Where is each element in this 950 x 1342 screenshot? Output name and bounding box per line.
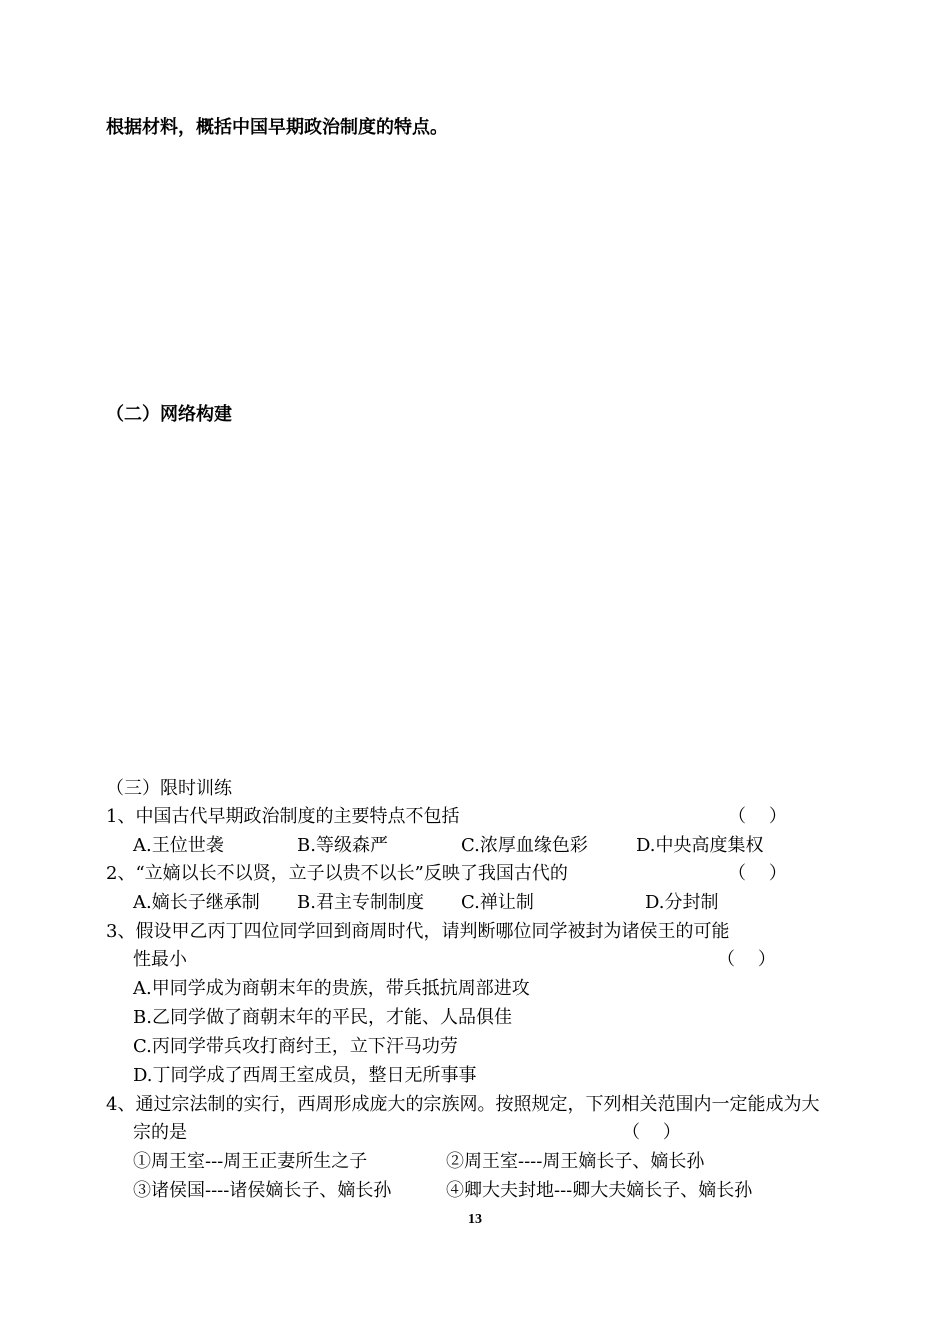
page-number: 13 [468, 1212, 482, 1227]
question-4-option-4: ④卿大夫封地---卿大夫嫡长子、嫡长孙 [446, 1180, 753, 1201]
question-1-option-a: A.王位世袭 [133, 835, 224, 856]
question-4-option-3: ③诸侯国----诸侯嫡长子、嫡长孙 [133, 1180, 392, 1201]
section-title-practice: （三）限时训练 [106, 778, 232, 799]
question-2-option-a: A.嫡长子继承制 [133, 892, 260, 913]
question-1-answer-paren: （ ） [728, 806, 787, 827]
question-1-option-b: B.等级森严 [297, 835, 388, 856]
question-4-stem: 4、通过宗法制的实行，西周形成庞大的宗族网。按照规定，下列相关范围内一定能成为大 [106, 1094, 820, 1115]
question-3-stem-continued: 性最小 [133, 949, 187, 970]
question-4-option-2: ②周王室----周王嫡长子、嫡长孙 [446, 1151, 705, 1172]
question-4-answer-paren: （ ） [622, 1122, 681, 1143]
question-2-option-b: B.君主专制制度 [297, 892, 424, 913]
question-2-stem: 2、“立嫡以长不以贤，立子以贵不以长”反映了我国古代的 [106, 863, 568, 884]
question-3-option-c: C.丙同学带兵攻打商纣王，立下汗马功劳 [133, 1036, 458, 1057]
intro-question: 根据材料，概括中国早期政治制度的特点。 [106, 117, 448, 138]
question-3-option-d: D.丁同学成了西周王室成员，整日无所事事 [133, 1065, 477, 1086]
question-3-stem: 3、假设甲乙丙丁四位同学回到商周时代，请判断哪位同学被封为诸侯王的可能 [106, 921, 730, 942]
question-2-option-d: D.分封制 [645, 892, 719, 913]
section-title-network: （二）网络构建 [106, 404, 232, 425]
question-4-stem-continued: 宗的是 [133, 1122, 187, 1143]
question-3-answer-paren: （ ） [717, 949, 776, 970]
question-1-option-c: C.浓厚血缘色彩 [461, 835, 588, 856]
question-2-answer-paren: （ ） [728, 863, 787, 884]
question-3-option-a: A.甲同学成为商朝末年的贵族，带兵抵抗周部进攻 [133, 978, 530, 999]
question-1-option-d: D.中央高度集权 [636, 835, 764, 856]
question-1-stem: 1、中国古代早期政治制度的主要特点不包括 [106, 806, 460, 827]
question-3-option-b: B.乙同学做了商朝末年的平民，才能、人品俱佳 [133, 1007, 512, 1028]
question-4-option-1: ①周王室---周王正妻所生之子 [133, 1151, 368, 1172]
question-2-option-c: C.禅让制 [461, 892, 534, 913]
